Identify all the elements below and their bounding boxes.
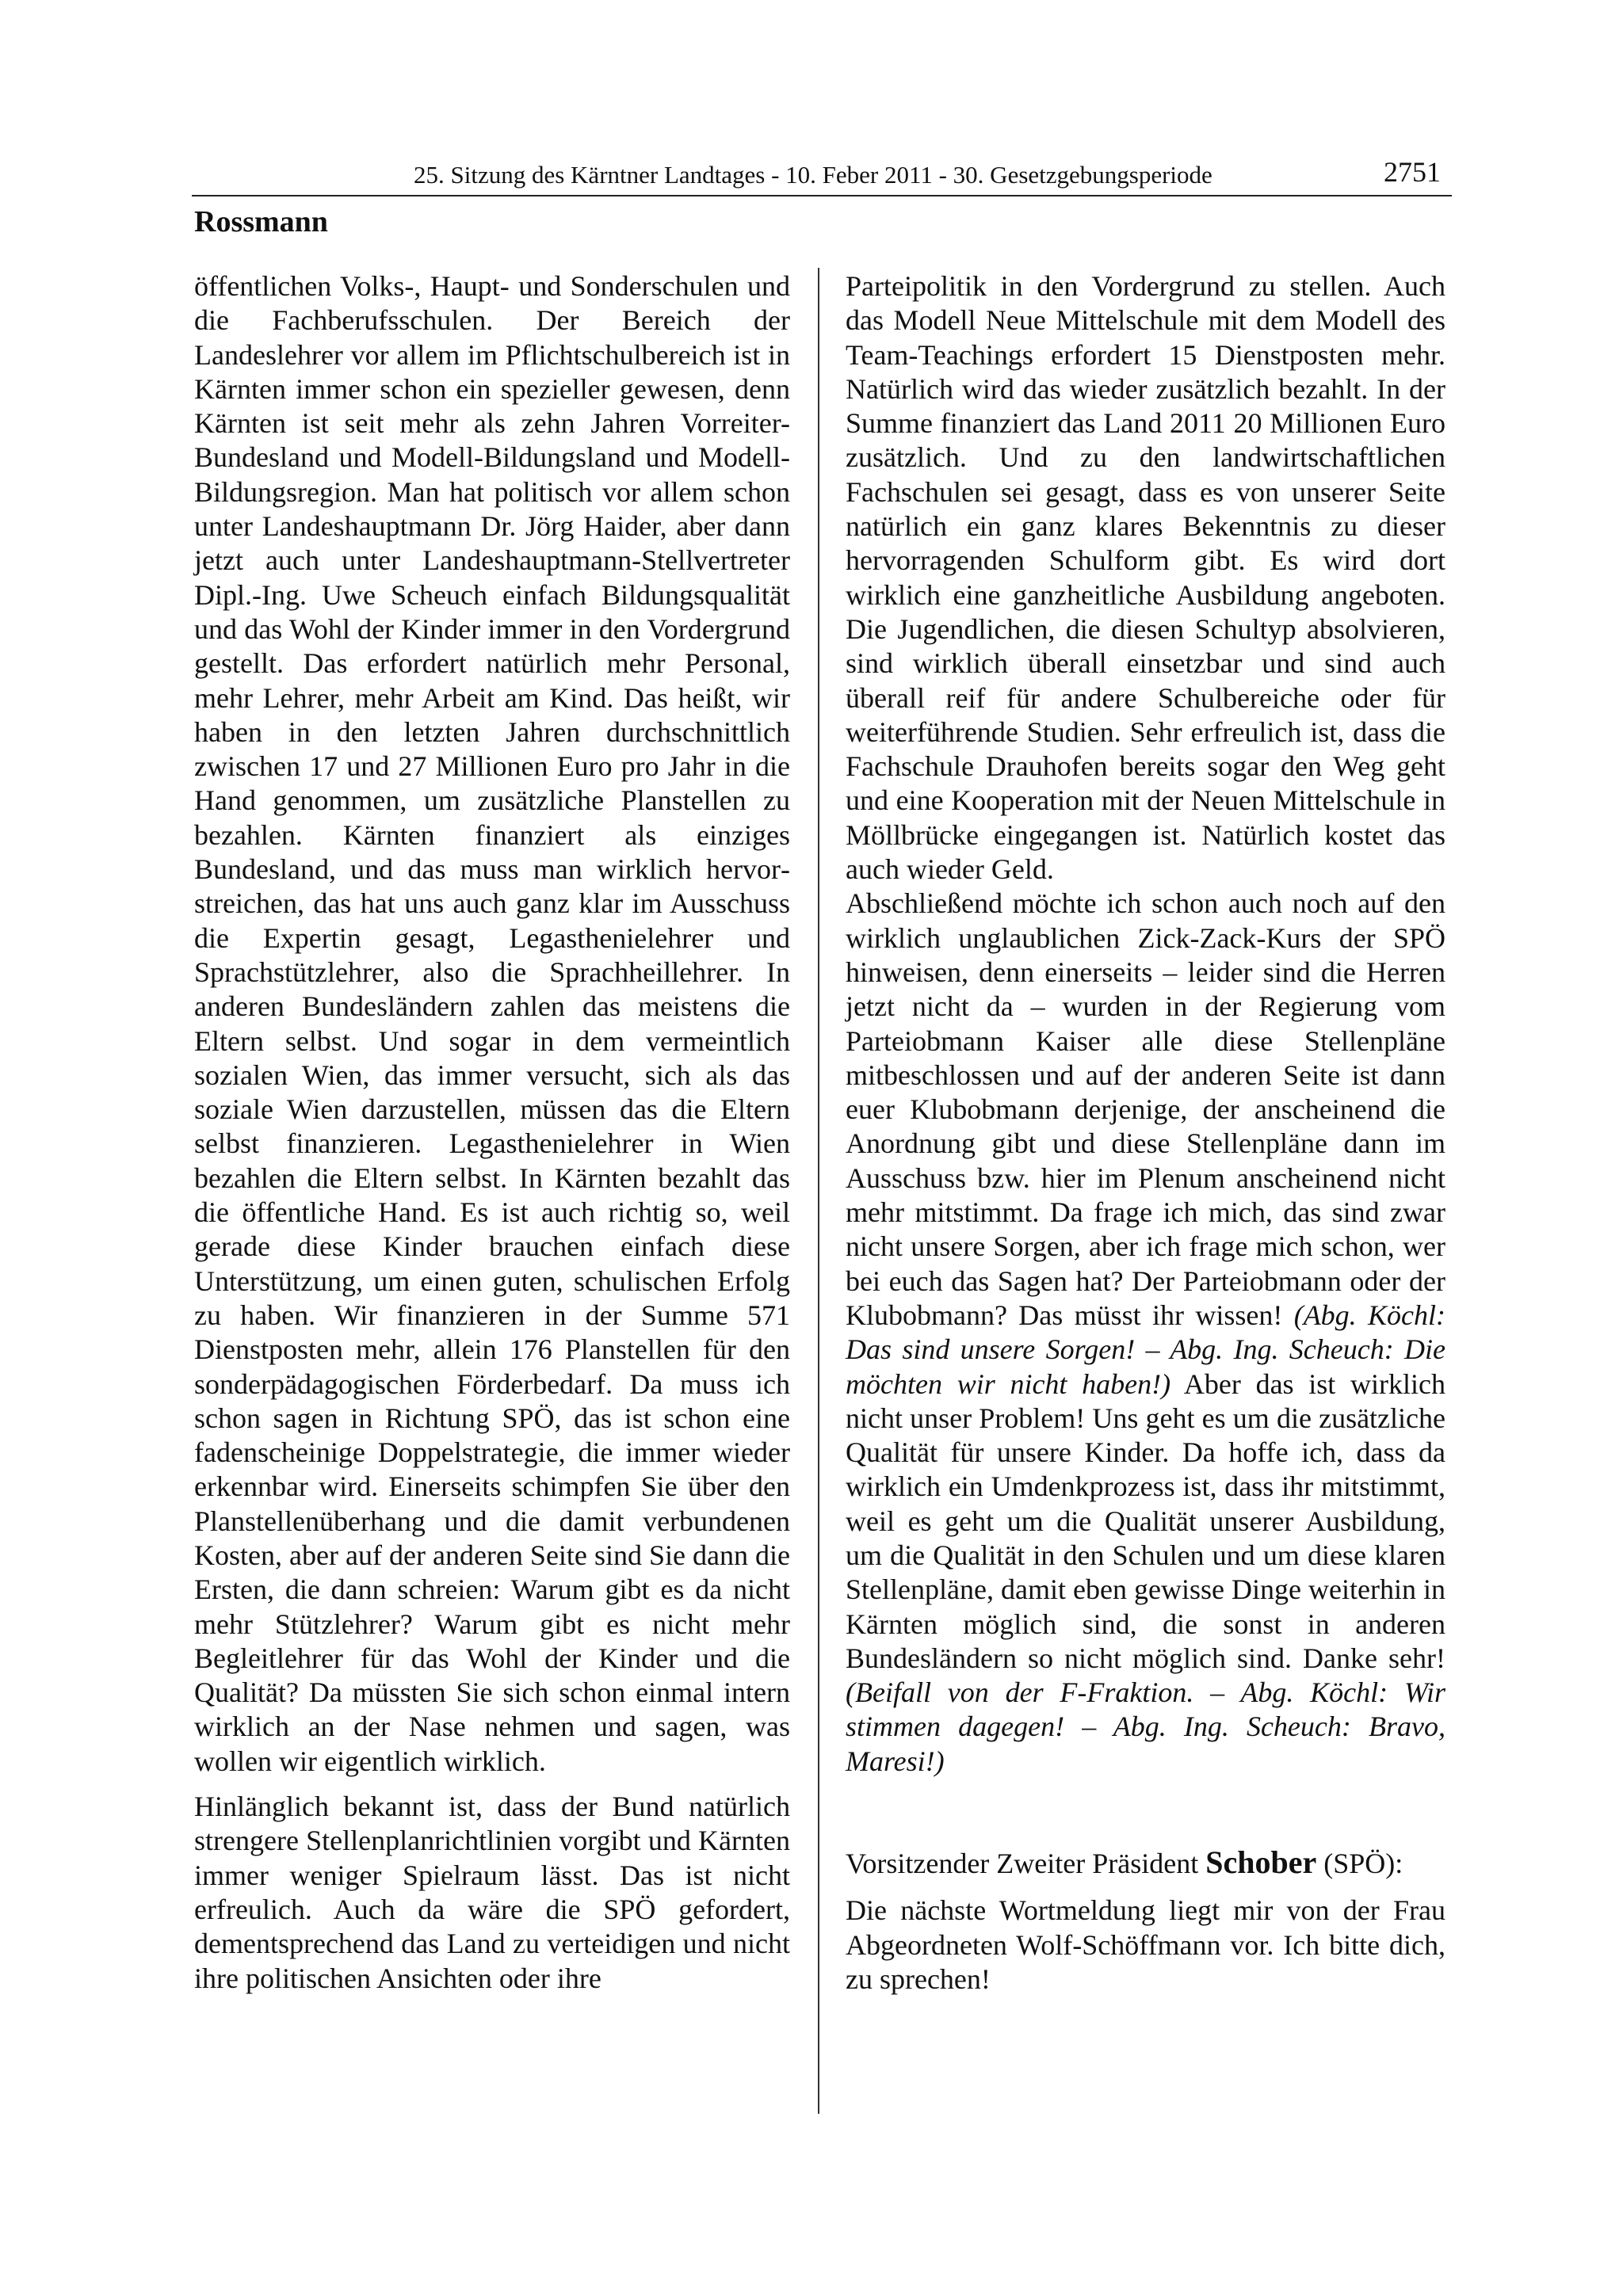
chair-heading [846,1845,1445,1881]
chair-name: Schober [1205,1844,1317,1881]
speaker-name: Rossmann [194,205,328,238]
left-paragraph-1: öffentlichen Volks-, Haupt- und Sonderschulen und die Fachberufsschulen. Der Bereich der Landeslehrer vor allem im Pflichtschulbereich ist in Kärnten immer schon ein spezieller gewesen, denn Kärnten ist seit mehr als zehn Jahren Vorreiter-Bundesland und Modell-Bildungsland und Modell-Bildungsregion. Man hat politisch vor allem schon unter Landeshauptmann Dr. Jörg Haider, aber dann jetzt auch unter Landeshauptmann-Stellvertreter Dipl.-Ing. Uwe Scheuch einfach Bildungsqualität und das Wohl der Kinder immer in den Vordergrund gestellt. Das erfordert natürlich mehr Personal, mehr Lehrer, mehr Arbeit am Kind. Das heißt, wir haben in den letzten Jahren durchschnittlich zwischen 17 und 27 Millionen Euro pro Jahr in die Hand genommen, um zusätzliche Planstellen zu bezahlen. Kärnten finanziert als einziges Bundesland, und das muss man wirklich hervorstreichen, das hat uns auch ganz klar im Ausschuss die Expertin gesagt, Legasthenielehrer und Sprachstützlehrer, also die Sprachheillehrer. In anderen Bundesländern zahlen das meistens die Eltern selbst. Und sogar in dem vermeintlich sozialen Wien, das immer versucht, sich als das soziale Wien darzustellen, müssen das die Eltern selbst finanzieren. Legasthenielehrer in Wien bezahlen die Eltern selbst. In Kärnten bezahlt das die öffentliche Hand. Es ist auch richtig so, weil gerade diese Kinder brauchen einfach diese Unterstützung, um einen guten, schulischen Erfolg zu haben. Wir finanzieren in der Summe 571 Dienstposten mehr, allein 176 Planstellen für den sonderpädagogischen Förderbedarf. Da muss ich schon sagen in Richtung SPÖ, das ist schon eine fadenscheinige Doppelstrategie, die immer wieder erkennbar wird. Einerseits schimpfen Sie über den Planstellenüberhang und die damit verbundenen Kosten, aber auf der anderen Seite sind Sie dann die Ersten, die dann schreien: Warum gibt es da nicht mehr Stützlehrer? Warum gibt es nicht mehr Begleitlehrer für das Wohl der Kinder und die Qualität? Da müssten Sie sich schon einmal intern wirklich an der Nase nehmen und sagen, was wollen wir eigentlich wirklich. [194,270,790,1777]
header-rule [192,195,1452,196]
right-paragraph-1: Parteipolitik in den Vordergrund zu stellen. Auch das Modell Neue Mittelschule mit dem Modell des Team-Teachings erfordert 15 Dienstposten mehr. Natürlich wird das wieder zusätzlich bezahlt. In der Summe finanziert das Land 2011 20 Millionen Euro zusätzlich. Und zu den landwirtschaftlichen Fachschulen sei gesagt, dass es von unserer Seite natürlich ein ganz klares Bekenntnis zu dieser hervorragenden Schulform gibt. Es wird dort wirklich eine ganzheitliche Ausbildung angeboten. Die Jugendlichen, die diesen Schultyp absolvieren, sind wirklich überall einsetzbar und sind auch überall reif für andere Schulbereiche oder für weiterführende Studien. Sehr erfreulich ist, dass die Fachschule Drauhofen bereits sogar den Weg geht und eine Kooperation mit der Neuen Mittelschule in Möllbrücke eingegangen ist. Natürlich kostet das auch wieder Geld. [846,270,1445,886]
right-paragraph-2 [846,887,1445,1779]
chair-statement: Die nächste Wortmeldung liegt mir von der Frau Abgeordneten Wolf-Schöffmann vor. Ich bitte dich, zu sprechen! [846,1894,1445,1995]
chair-party: (SPÖ): [1323,1848,1403,1880]
left-column [194,269,790,1996]
header-title: 25. Sitzung des Kärntner Landtages - 10. Feber 2011 - 30. Gesetzgebungsperiode [414,161,1212,189]
page-header [192,158,1452,192]
paragraph-text: Aber das ist wirklich nicht unser Problem! Uns geht es um die zusätzliche Qualität für unsere Kinder. Da hoffe ich, dass da wirklich ein Umdenkprozess ist, dass ihr mitstimmt, weil es geht um die Qualität unserer Ausbildung, um die Qualität in den Schulen und um diese klaren Stellenpläne, damit eben gewisse Dinge weiterhin in Kärnten möglich sind, die sonst in anderen Bundesländern so nicht möglich sind. Danke sehr! [846,1367,1446,1674]
chair-prefix: Vorsitzender Zweiter Präsident [846,1848,1199,1880]
interjection: (Beifall von der F-Fraktion. – Abg. Köchl: Wir stimmen dagegen! – Abg. Ing. Scheuch: Bravo, Maresi!) [846,1676,1445,1777]
interjection: (Abg. Köchl: Das sind unsere Sorgen! – Abg. Ing. Scheuch: Die möchten wir nicht haben!) [846,1299,1446,1400]
paragraph-text: Abschließend möchte ich schon auch noch auf den wirklich unglaublichen Zick-Zack-Kurs der SPÖ hinweisen, denn einerseits – leider sind die Herren jetzt nicht da – wurden in der Regierung vom Parteiobmann Kaiser alle diese Stellenpläne mitbeschlossen und auf der anderen Seite ist dann euer Klubobmann derjenige, der anscheinend die Anordnung gibt und diese Stellenpläne dann im Ausschuss bzw. hier im Plenum anscheinend nicht mehr mitstimmt. Da frage ich mich, das sind zwar nicht unsere Sorgen, aber ich frage mich schon, wer bei euch das Sagen hat? Der Parteiobmann oder der Klubobmann? Das müsst ihr wissen! [846,887,1445,1331]
left-paragraph-2: Hinlänglich bekannt ist, dass der Bund natürlich strengere Stellenplanrichtlinien vorgibt und Kärnten immer weniger Spielraum lässt. Das ist nicht erfreulich. Auch da wäre die SPÖ gefordert, dementsprechend das Land zu verteidigen und nicht ihre politischen Ansichten oder ihre [194,1791,790,1994]
page-number: 2751 [1384,156,1441,188]
column-divider [818,268,819,2114]
right-column [846,269,1445,1997]
